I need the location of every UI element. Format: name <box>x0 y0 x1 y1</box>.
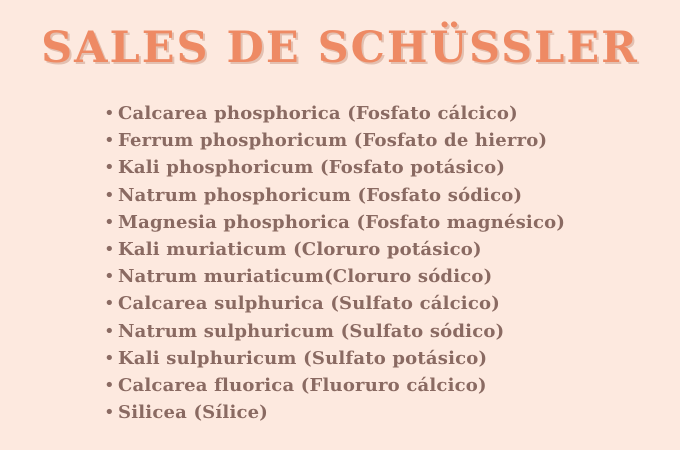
page-title: SALES DE SCHÜSSLER <box>41 23 639 73</box>
list-item-label: Magnesia phosphorica (Fosfato magnésico) <box>118 211 566 233</box>
list-item-label: Calcarea fluorica (Fluoruro cálcico) <box>118 374 487 396</box>
bullet-icon: • <box>104 293 115 315</box>
list-item <box>104 318 565 345</box>
list-item <box>104 182 565 209</box>
bullet-icon: • <box>104 320 115 342</box>
list-item <box>104 209 565 236</box>
list-item <box>104 290 565 317</box>
bullet-icon: • <box>104 130 115 152</box>
bullet-icon: • <box>104 157 115 179</box>
list-item-label: Calcarea sulphurica (Sulfato cálcico) <box>118 293 500 315</box>
bullet-icon: • <box>104 347 115 369</box>
list-item <box>104 154 565 181</box>
salts-list <box>104 100 565 426</box>
bullet-icon: • <box>104 184 115 206</box>
list-item-label: Silicea (Sílice) <box>118 402 269 424</box>
bullet-icon: • <box>104 374 115 396</box>
list-item <box>104 236 565 263</box>
list-item-label: Kali phosphoricum (Fosfato potásico) <box>118 157 506 179</box>
bullet-icon: • <box>104 266 115 288</box>
list-item-label: Kali sulphuricum (Sulfato potásico) <box>118 347 488 369</box>
list-item <box>104 399 565 426</box>
list-item-label: Calcarea phosphorica (Fosfato cálcico) <box>118 103 518 124</box>
list-item <box>104 372 565 399</box>
bullet-icon: • <box>104 238 115 260</box>
list-item <box>104 263 565 290</box>
list-item-label: Natrum phosphoricum (Fosfato sódico) <box>118 184 523 206</box>
list-item-label: Natrum muriaticum(Cloruro sódico) <box>118 266 493 288</box>
list-item <box>104 345 565 372</box>
list-item <box>104 127 565 154</box>
bullet-icon: • <box>104 211 115 233</box>
list-item-label: Natrum sulphuricum (Sulfato sódico) <box>118 320 505 342</box>
list-item-label: Kali muriaticum (Cloruro potásico) <box>118 238 482 260</box>
list-item <box>104 100 565 127</box>
list-item-label: Ferrum phosphoricum (Fosfato de hierro) <box>118 130 548 152</box>
bullet-icon: • <box>104 402 115 424</box>
bullet-icon: • <box>104 103 115 124</box>
